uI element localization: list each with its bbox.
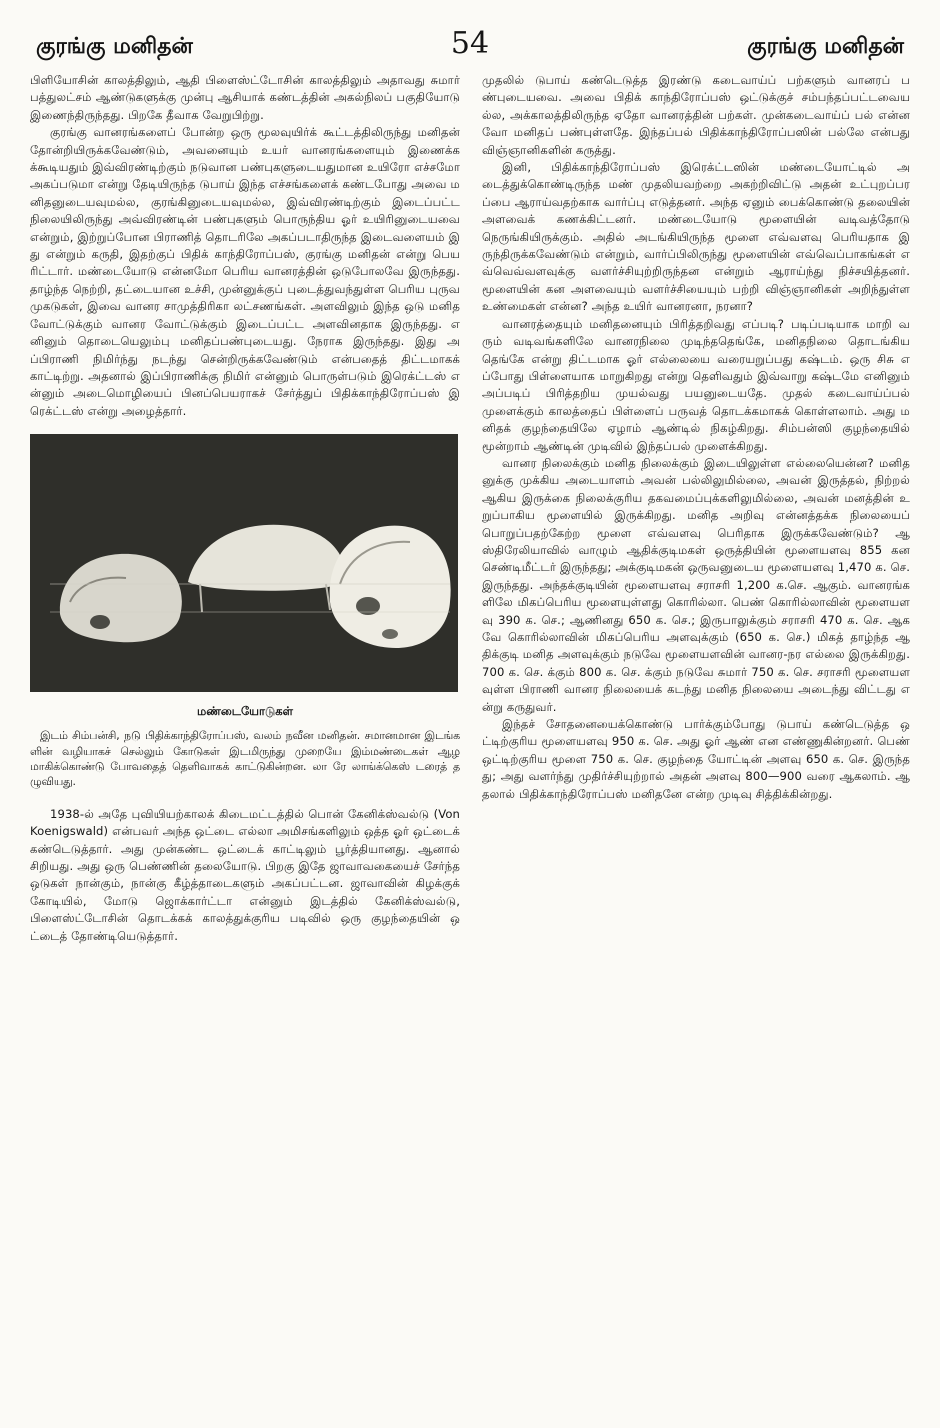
paragraph: இந்தச் சோதனையைக்கொண்டு பார்க்கும்போது டுபாய் கண்டெடுத்த ஒட்டிற்குரிய மூளையளவு 950 க. செ. அது ஓர் ஆண் என எண்ணுகின்றனர். பெண் ஒட்டிற்குரிய மூளை 750 க. செ. குழந்தை யோட்டின் அளவு 650 க. செ. இருந்தது; அது வளர்ந்து முதிர்ச்சியுற்றால் அதன் அளவு 800—900 வரை ஆகலாம். ஆதலால் பிதிக்காந்திரோப்பஸ் மனிதனே என்ற முடிவு சித்திக்கின்றது. [482,717,910,801]
paragraph: குரங்கு வானரங்களைப் போன்ற ஒரு மூலவுயிர்க் கூட்டத்திலிருந்து மனிதன் தோன்றியிருக்கவேண்டும், அவனையும் உயர் வானரங்களையும் இணைக்கக்கூடியதும் இவ்விரண்டிற்கும் நடுவான பண்புகளுடையதுமான உயிரோ எச்சமோ அகப்படுமா என்று தேடியிருந்த டுபாய் இந்த எச்சங்களைக் கண்டபோது அவை மனிதனுடையவுமல்ல, குரங்கினுடையவுமல்ல, இவ்விரண்டிற்கும் இடைப்பட்ட நிலையிலிருந்து அவ்விரண்டின் பண்புகளும் பொருந்திய ஓர் உயிரினுடையவை என்றும், இற்றுப்போன பிராணித் தொடரிலே அகப்படாதிருந்த இடைவளையம் இது என்றும் கருதி, இதற்குப் பிதிக் காந்திரோப்பஸ், குரங்கு மனிதன் என்று பெயரிட்டார். மண்டையோடு என்னமோ பெரிய வானரத்தின் ஒடுபோலவே இருந்தது. தாழ்ந்த நெற்றி, தட்டையான உச்சி, முன்னுக்குப் புடைத்துவந்துள்ள பெரிய புருவ முகடுகள், இவை வானர சாமுத்திரிகா லட்சணங்கள். அளவிலும் இந்த ஒடு மனித வோட்டுக்கும் வானர வோட்டுக்கும் இடைப்பட்ட அளவினதாக இருந்தது. எனினும் தொடையெலும்பு மனிதப்பண்புடையது. நேராக இருந்தது. இது அப்பிராணி நிமிர்ந்து நடந்து சென்றிருக்கவேண்டும் என்பதைத் திட்டமாகக் காட்டிற்று. அதனால் இப்பிராணிக்கு நிமிர் என்னும் பொருள்படும் இரெக்ட்டஸ் என்னும் அடைமொழியைப் பினப்பெயராகச் சேர்த்துப் பிதிக்காந்திரோப்பஸ் இரெக்ட்டஸ் என்று அழைத்தார். [30,125,460,418]
skulls-photo [30,434,458,692]
paragraph: முதலில் டுபாய் கண்டெடுத்த இரண்டு கடைவாய்ப் பற்களும் வானரப் பண்புடையவை. அவை பிதிக் காந்திரோப்பஸ் ஒட்டுக்குச் சம்பந்தப்பட்டவையல்ல, அக்காலத்திலிருந்த ஏதோ வானரத்தின் பற்கள். முன்கடைவாய்ப் பல் என்னவோ மனிதப் பண்புள்ளதே. இந்தப்பல் பிதிக்காந்திரோப்பஸின் பல்லே என்பது விஞ்ஞானிகளின் கருத்து. [482,73,910,157]
figure-description: இடம் சிம்பன்சி, நடு பிதிக்காந்திரோப்பஸ், வலம் நவீன மனிதன். சமானமான இடங்களின் வழியாகச் செல்லும் கோடுகள் இடமிருந்து முறையே இம்மண்டைகள் ஆழமாகிக்கொண்டு போவதைத் தெளிவாகக் காட்டுகின்றன. லா ரே லாங்க்கெஸ் டரைத் தழுவியது. [30,729,460,789]
page-header [30,12,910,70]
left-column [30,72,460,1402]
right-column [482,72,910,1402]
text-columns [30,72,910,1402]
paragraph: பிளியோசின் காலத்திலும், ஆதி பிளைஸ்ட்டோசின் காலத்திலும் அதாவது சுமார் பத்துலட்சம் ஆண்டுகளுக்கு முன்பு ஆசியாக் கண்டத்தின் அகல்நிலப் பகுதியோடு இணைந்திருந்தது. பிறகே தீவாக வேறுபிற்று. [30,73,460,122]
running-title-left: குரங்கு மனிதன் [36,34,193,59]
paragraph: 1938-ல் அதே புவியியற்காலக் கிடைமட்டத்தில் பொன் கேனிக்ஸ்வல்டு (Von Koenigswald) என்பவர் அந்த ஒட்டை எல்லா அமிசங்களிலும் ஒத்த ஓர் ஒட்டைக் கண்டெடுத்தார். அது முன்கண்ட ஒட்டைக் காட்டிலும் பூர்த்தியானது. ஆனால் சிறியது. அது ஒரு பெண்ணின் தலையோடு. பிறகு இதே ஜாவாவகையைச் சேர்ந்த ஒடுகள் நான்கும், நான்கு கீழ்த்தாடைகளும் அகப்பட்டன. ஜாவாவின் கிழக்குக் கோடியில், மோடு ஜொக்கார்ட்டா என்னும் இடத்தில் கேனிக்ஸ்வல்டு, பிளைஸ்ட்டோசின் தொடக்கக் காலத்துக்குரிய படிவில் ஒரு குழந்தையின் ஒட்டைத் தோண்டியெடுத்தார். [30,806,460,943]
skulls-figure [30,434,460,790]
paragraph: வானரத்தையும் மனிதனையும் பிரித்தறிவது எப்படி? படிப்படியாக மாறி வரும் வடிவங்களிலே வானரநிலை முடிந்ததெங்கே, மனிதநிலை தொடங்கியதெங்கே என்று திட்டமாக ஓர் எல்லையை வரையறுப்பது கஷ்டம். ஒரு சிசு எப்போது பிள்ளையாக மாறுகிறது என்று தெளிவதும் இவ்வாறு கஷ்டமே எனினும் அப்படிப் பிரித்தறிய முயல்வது பயனுடையதே. முதல் கடைவாய்ப்பல் முளைக்கும் காலத்தைப் பிள்ளைப் பருவத் தொடக்கமாகக் கொள்ளலாம். அது மனிதக் குழந்தையிலே ஏழாம் ஆண்டில் நிகழ்கிறது. சிம்பன்ஸி குழந்தையில் மூன்றாம் ஆண்டின் முடிவில் இந்தப்பல் முளைக்கிறது. [482,316,910,453]
spacer [30,790,460,806]
paragraph: இனி, பிதிக்காந்திரோப்பஸ் இரெக்ட்டஸின் மண்டையோட்டில் அடைத்துக்கொண்டிருந்த மண் முதலியவற்றை அகற்றிவிட்டு அதன் உட்புறப்பரப்பை ஆராய்வதற்காக வார்ப்பு எடுத்தனர். அந்த ஏனும் பைக்கொண்டு தலையின் அளவைக் கணக்கிட்டனர். மண்டையோடு மூளையின் வடிவத்தோடு நெருங்கியிருக்கும். அதில் அடங்கியிருந்த மூளை எவ்வளவு பெரியதாக இருந்திருக்கவேண்டும் என்றும், வார்ப்பிலிருந்து மூளையின் எவ்வெப்பாகங்கள் எவ்வெவ்வளவுக்கு வளர்ச்சியுற்றிருந்தன என்றும் ஆராய்ந்து நிச்சயித்தனர். மூளையின் கன அளவையும் வளர்ச்சியையும் பற்றி விஞ்ஞானிகள் அறிந்துள்ள உண்மைகள் என்ன? அந்த உயிர் வானரனா, நரனா? [482,160,910,314]
paragraph: வானர நிலைக்கும் மனித நிலைக்கும் இடையிலுள்ள எல்லையென்ன? மனிதனுக்கு முக்கிய அடையாளம் அவன் பல்லிலுமில்லை, அவன் இருத்தல், நிற்றல் ஆகிய இருக்கை நிலைக்குரிய தகவமைப்புக்களிலுமில்லை, அவன் மனத்தின் உறுப்பாகிய மூளையில் இருக்கிறது. மனித அறிவு என்னத்தக்க நிலையைப் பொறுப்பதற்கேற்ற மூளை எவ்வளவு பெரிதாக இருக்கவேண்டும்? ஆஸ்திரேலியாவில் வாழும் ஆதிக்குடிமகள் ஒருத்தியின் மூளையளவு 855 கன செண்டிமீட்டர் இருந்தது; அக்குடிமகன் ஒருவனுடைய மூளையளவு 1,470 க. செ. இருந்தது. அந்தக்குடியின் மூளையளவு சராசரி 1,200 க.செ. ஆகும். வானரங்களிலே மிகப்பெரிய மூளையுள்ளது கொரில்லா. பெண் கொரில்லாவின் மூளையளவு 390 க. செ.; ஆணினது 650 க. செ.; இருபாலுக்கும் சராசரி 470 க. செ. ஆகவே கொரில்லாவின் மிகப்பெரிய அளவுக்கும் (650 க. செ.) மிகத் தாழ்ந்த ஆதிக்குடி மனித அளவுக்கும் நடுவே மூளையளவின் வானர-நர எல்லை இருக்கிறது. 700 க. செ. க்கும் 800 க. செ. க்கும் நடுவே சுமார் 750 க. செ. சராசரி மூளையளவுள்ள பிராணி வானர நிலையைக் கடந்து மனித நிலையை அடைந்து விட்டது என்று கருதுவர். [482,455,910,714]
figure-caption: மண்டையோடுகள் [197,704,293,719]
running-title-right: குரங்கு மனிதன் [747,34,904,59]
page-number: 54 [450,26,490,61]
